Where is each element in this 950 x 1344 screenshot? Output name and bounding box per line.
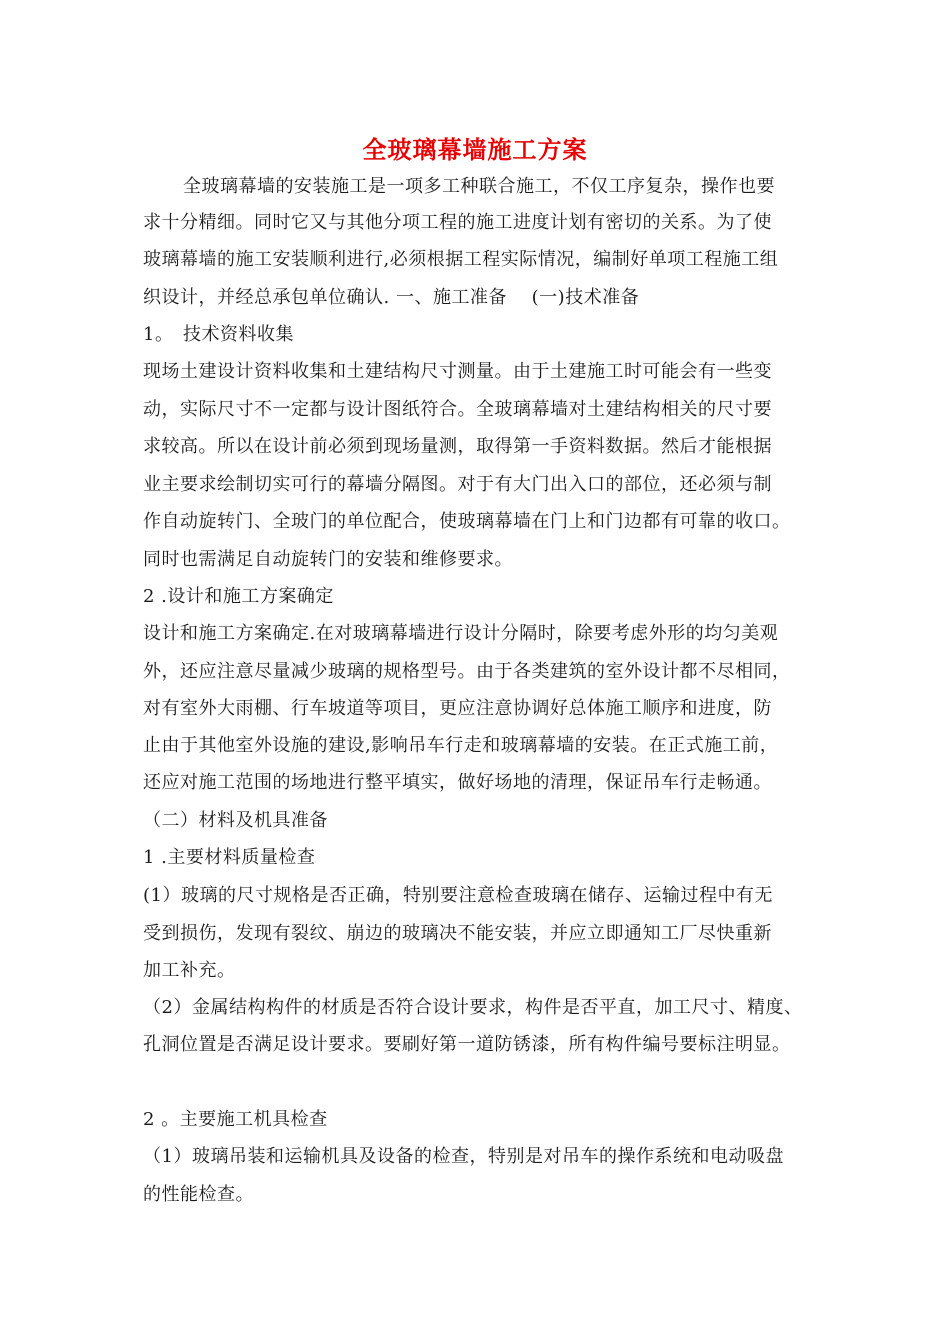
paragraph-line: 业主要求绘制切实可行的幕墙分隔图。对于有大门出入口的部位，还必须与制	[143, 474, 772, 495]
paragraph-line: 现场土建设计资料收集和土建结构尺寸测量。由于土建施工时可能会有一些变	[143, 361, 772, 382]
paragraph-line: 作自动旋转门、全玻门的单位配合，使玻璃幕墙在门上和门边都有可靠的收口。	[143, 511, 791, 532]
paragraph-line: 求较高。所以在设计前必须到现场量测，取得第一手资料数据。然后才能根据	[143, 436, 772, 457]
document-title: 全玻璃幕墙施工方案	[362, 135, 588, 164]
paragraph-line: 还应对施工范围的场地进行整平填实，做好场地的清理，保证吊车行走畅通。	[143, 772, 772, 793]
paragraph-line: 孔洞位置是否满足设计要求。要刷好第一道防锈漆，所有构件编号要标注明显。	[143, 1034, 791, 1055]
paragraph-line: 受到损伤，发现有裂纹、崩边的玻璃决不能安装，并应立即通知工厂尽快重新	[143, 923, 772, 944]
paragraph-line: 的性能检查。	[143, 1184, 254, 1205]
paragraph-line: （2）金属结构构件的材质是否符合设计要求，构件是否平直，加工尺寸、精度、	[143, 997, 803, 1018]
paragraph-line: （1）玻璃吊装和运输机具及设备的检查，特别是对吊车的操作系统和电动吸盘	[143, 1146, 784, 1167]
paragraph-line: 动，实际尺寸不一定都与设计图纸符合。全玻璃幕墙对土建结构相关的尺寸要	[143, 399, 772, 420]
paragraph-line: 外，还应注意尽量减少玻璃的规格型号。由于各类建筑的室外设计都不尽相同，	[143, 661, 791, 682]
section-heading: 1。 技术资料收集	[143, 324, 294, 345]
paragraph-line: (1）玻璃的尺寸规格是否正确，特别要注意检查玻璃在储存、运输过程中有无	[143, 885, 773, 906]
paragraph-line: 求十分精细。同时它又与其他分项工程的施工进度计划有密切的关系。为了使	[143, 212, 772, 233]
section-heading: 2 。主要施工机具检查	[143, 1109, 328, 1130]
paragraph-line: 加工补充。	[143, 960, 236, 981]
section-heading: 2 .设计和施工方案确定	[143, 586, 334, 607]
section-heading: （二）材料及机具准备	[143, 810, 328, 831]
paragraph-line: 全玻璃幕墙的安装施工是一项多工种联合施工，不仅工序复杂，操作也要	[183, 176, 775, 197]
paragraph-line: 对有室外大雨棚、行车坡道等项目，更应注意协调好总体施工顺序和进度，防	[143, 698, 772, 719]
paragraph-line: 玻璃幕墙的施工安装顺利进行,必须根据工程实际情况，编制好单项工程施工组	[143, 249, 779, 270]
section-heading: 1 .主要材料质量检查	[143, 847, 316, 868]
paragraph-line: 织设计，并经总承包单位确认. 一、施工准备 (一)技术准备	[143, 287, 640, 308]
paragraph-line: 止由于其他室外设施的建设,影响吊车行走和玻璃幕墙的安装。在正式施工前，	[143, 735, 779, 756]
paragraph-line: 同时也需满足自动旋转门的安装和维修要求。	[143, 549, 513, 570]
paragraph-line: 设计和施工方案确定.在对玻璃幕墙进行设计分隔时，除要考虑外形的均匀美观	[143, 623, 779, 644]
